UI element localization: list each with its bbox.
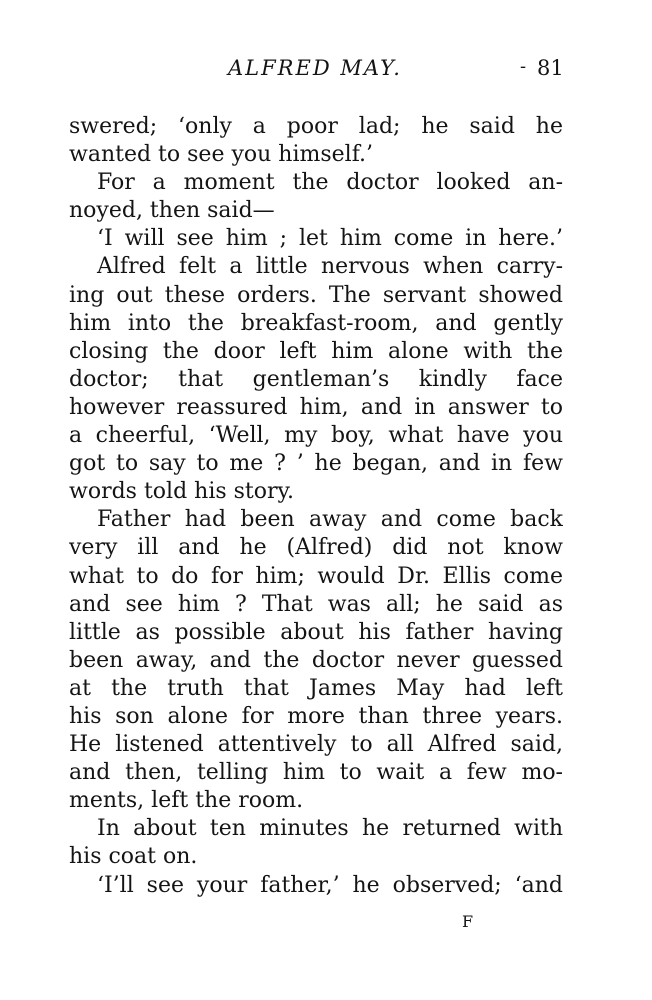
text-line: his son alone for more than three years.: [69, 703, 563, 729]
text-line: Alfred felt a little nervous when carry-: [97, 254, 563, 280]
text-line: words told his story.: [69, 479, 295, 505]
text-line: ‘I’ll see your father,’ he observed; ‘and: [97, 872, 563, 898]
text-line: a cheerful, ‘Well, my boy, what have you: [69, 423, 563, 449]
text-line: ing out these orders. The servant showed: [69, 282, 563, 308]
text-line: and see him ? That was all; he said as: [69, 591, 563, 617]
text-line: ‘I will see him ; let him come in here.’: [97, 226, 563, 252]
text-line: and then, telling him to wait a few mo-: [69, 760, 563, 786]
text-line: however reassured him, and in answer to: [69, 394, 563, 420]
running-head: [0, 56, 652, 86]
signature-mark: F: [462, 912, 474, 931]
text-line: doctor; that gentleman’s kindly face: [69, 366, 563, 392]
text-line: him into the breakfast-room, and gently: [69, 310, 563, 336]
body-text: [69, 113, 563, 900]
text-line: In about ten minutes he returned with: [97, 816, 563, 842]
text-line: wanted to see you himself.’: [69, 142, 374, 168]
text-line: For a moment the doctor looked an-: [97, 170, 563, 196]
text-line: little as possible about his father having: [69, 619, 563, 645]
page-number: 81: [537, 56, 564, 80]
text-line: got to say to me ? ’ he began, and in few: [69, 451, 563, 477]
text-line: his coat on.: [69, 844, 198, 870]
text-line: closing the door left him alone with the: [69, 338, 563, 364]
header-mark: -: [520, 56, 527, 77]
text-line: ments, left the room.: [69, 788, 304, 814]
text-line: what to do for him; would Dr. Ellis come: [69, 563, 563, 589]
running-title: ALFRED MAY.: [228, 56, 402, 80]
text-line: noyed, then said—: [69, 198, 275, 224]
text-line: been away, and the doctor never guessed: [69, 647, 563, 673]
text-line: Father had been away and come back: [97, 507, 563, 533]
text-line: at the truth that James May had left: [69, 675, 563, 701]
text-line: swered; ‘only a poor lad; he said he: [69, 114, 563, 139]
text-line: He listened attentively to all Alfred said,: [69, 732, 563, 758]
text-line: very ill and he (Alfred) did not know: [69, 535, 563, 561]
